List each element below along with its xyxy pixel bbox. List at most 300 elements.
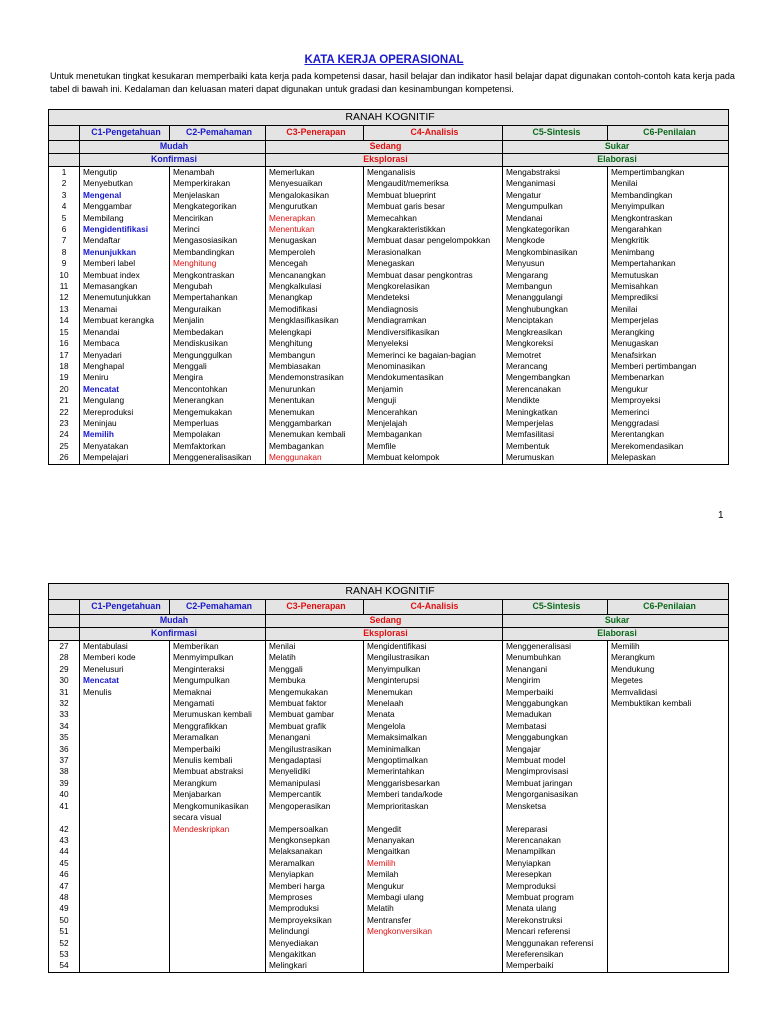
c3-cell: Menggunakan: [266, 452, 364, 464]
row-number: 24: [49, 429, 80, 440]
row-number: 15: [49, 327, 80, 338]
c1-cell: Menyebutkan: [80, 178, 170, 189]
c4-cell: Mengedit: [364, 824, 503, 835]
c3-cell: Mengakitkan: [266, 949, 364, 960]
c6-cell: Menimbang: [608, 247, 729, 258]
row-number: 27: [49, 641, 80, 653]
table-row: [49, 429, 729, 440]
c3-cell: Memodifikasi: [266, 304, 364, 315]
c4-cell: Mendokumentasikan: [364, 372, 503, 383]
c4-cell: Mengukur: [364, 881, 503, 892]
c3-cell: Menemukan: [266, 407, 364, 418]
c3-cell: Melaksanakan: [266, 846, 364, 857]
row-number: 16: [49, 338, 80, 349]
table-row: [49, 327, 729, 338]
row-number: 19: [49, 372, 80, 383]
c4-cell: Mengaudit/memeriksa: [364, 178, 503, 189]
c6-cell: Mendukung: [608, 664, 729, 675]
c6-cell: Membandingkan: [608, 190, 729, 201]
c4-cell: Menginterupsi: [364, 675, 503, 686]
c1-cell: [80, 949, 170, 960]
c5-cell: Menghubungkan: [503, 304, 608, 315]
c4-cell: [364, 938, 503, 949]
c1-cell: Menandai: [80, 327, 170, 338]
c2-cell: Membandingkan: [170, 247, 266, 258]
c2-cell: [170, 926, 266, 937]
c6-cell: [608, 835, 729, 846]
page-title: KATA KERJA OPERASIONAL: [304, 54, 464, 66]
c1-cell: [80, 915, 170, 926]
col-header-c2: C2-Pemahaman: [170, 600, 266, 615]
kognitif-table-2: [48, 583, 729, 973]
c6-cell: [608, 778, 729, 789]
c3-cell: Menggali: [266, 664, 364, 675]
c3-cell: Memanipulasi: [266, 778, 364, 789]
c4-cell: Mengidentifikasi: [364, 641, 503, 653]
c6-cell: Memberi pertimbangan: [608, 361, 729, 372]
c2-cell: Merumuskan kembali: [170, 709, 266, 720]
corner-cell: [49, 141, 80, 154]
col-header-c4: C4-Analisis: [364, 600, 503, 615]
c4-cell: Mengkarakteristikkan: [364, 224, 503, 235]
c2-cell: Membedakan: [170, 327, 266, 338]
c2-cell: [170, 960, 266, 972]
c1-cell: [80, 778, 170, 789]
c1-cell: Meninjau: [80, 418, 170, 429]
c5-cell: Merencanakan: [503, 835, 608, 846]
c3-cell: Menangani: [266, 732, 364, 743]
c6-cell: [608, 755, 729, 766]
c1-cell: [80, 744, 170, 755]
table-body: [49, 641, 729, 973]
c3-cell: Menggambarkan: [266, 418, 364, 429]
col-header-c6: C6-Penilaian: [608, 600, 729, 615]
c4-cell: Menyeleksi: [364, 338, 503, 349]
c5-cell: Mengumpulkan: [503, 201, 608, 212]
c6-cell: [608, 789, 729, 800]
c5-cell: Meresepkan: [503, 869, 608, 880]
c3-cell: Mengoperasikan: [266, 801, 364, 824]
c5-cell: Meningkatkan: [503, 407, 608, 418]
table-row: [49, 292, 729, 303]
c5-cell: Memperjelas: [503, 418, 608, 429]
c5-cell: Mensketsa: [503, 801, 608, 824]
table-row: [49, 224, 729, 235]
c5-cell: Memfasilitasi: [503, 429, 608, 440]
table-row: [49, 247, 729, 258]
c1-cell: Mencatat: [80, 675, 170, 686]
col-header-c2: C2-Pemahaman: [170, 126, 266, 141]
c2-cell: Mengkontraskan: [170, 270, 266, 281]
c2-cell: Menulis kembali: [170, 755, 266, 766]
c2-cell: Mencirikan: [170, 213, 266, 224]
c3-cell: Mencanangkan: [266, 270, 364, 281]
row-number: 53: [49, 949, 80, 960]
table-row: [49, 709, 729, 720]
c1-cell: Membuat index: [80, 270, 170, 281]
c4-cell: Memerinci ke bagaian-bagian: [364, 350, 503, 361]
c4-cell: [364, 960, 503, 972]
c5-cell: Menggunakan referensi: [503, 938, 608, 949]
row-number: 36: [49, 744, 80, 755]
c2-cell: [170, 915, 266, 926]
c3-cell: Mempercantik: [266, 789, 364, 800]
c2-cell: Mengamati: [170, 698, 266, 709]
c3-cell: Menyiapkan: [266, 869, 364, 880]
c5-cell: Mendanai: [503, 213, 608, 224]
c1-cell: Mereproduksi: [80, 407, 170, 418]
phase-konfirmasi: Konfirmasi: [80, 154, 266, 167]
row-number: 5: [49, 213, 80, 224]
c6-cell: Memilih: [608, 641, 729, 653]
level-sedang: Sedang: [266, 141, 503, 154]
c1-cell: Mencatat: [80, 384, 170, 395]
c2-cell: Mendeskripkan: [170, 824, 266, 835]
kognitif-table-1: [48, 109, 729, 465]
c5-cell: Memproduksi: [503, 881, 608, 892]
c1-cell: Mentabulasi: [80, 641, 170, 653]
c5-cell: Merekonstruksi: [503, 915, 608, 926]
c4-cell: Menggarisbesarkan: [364, 778, 503, 789]
table-row: [49, 949, 729, 960]
c1-cell: Menulis: [80, 687, 170, 698]
row-number: 45: [49, 858, 80, 869]
row-number: 13: [49, 304, 80, 315]
col-header-c6: C6-Penilaian: [608, 126, 729, 141]
level-sukar: Sukar: [503, 615, 729, 628]
c2-cell: Memaknai: [170, 687, 266, 698]
c4-cell: Membuat dasar pengkontras: [364, 270, 503, 281]
c5-cell: Menggeneralisasi: [503, 641, 608, 653]
row-number: 22: [49, 407, 80, 418]
table-row: [49, 338, 729, 349]
c3-cell: Memproyeksikan: [266, 915, 364, 926]
c2-cell: Mempolakan: [170, 429, 266, 440]
c2-cell: Membuat abstraksi: [170, 766, 266, 777]
page-number: 1: [718, 510, 724, 521]
c4-cell: Mengaitkan: [364, 846, 503, 857]
row-number: 38: [49, 766, 80, 777]
phase-eksplorasi: Eksplorasi: [266, 628, 503, 641]
table-row: [49, 384, 729, 395]
c5-cell: Mengkoreksi: [503, 338, 608, 349]
table-row: [49, 846, 729, 857]
table-row: [49, 926, 729, 937]
table-row: [49, 395, 729, 406]
c5-cell: Memadukan: [503, 709, 608, 720]
table-row: [49, 652, 729, 663]
row-number: 3: [49, 190, 80, 201]
c6-cell: Melepaskan: [608, 452, 729, 464]
c1-cell: [80, 926, 170, 937]
table-row: [49, 167, 729, 179]
c6-cell: Membuktikan kembali: [608, 698, 729, 709]
c3-cell: Memberi harga: [266, 881, 364, 892]
c2-cell: Mengkategorikan: [170, 201, 266, 212]
c6-cell: [608, 801, 729, 824]
c3-cell: Mengemukakan: [266, 687, 364, 698]
col-header-c1: C1-Pengetahuan: [80, 600, 170, 615]
row-number: 49: [49, 903, 80, 914]
table-row: [49, 418, 729, 429]
table-body: [49, 167, 729, 465]
c3-cell: Menyediakan: [266, 938, 364, 949]
table-row: [49, 178, 729, 189]
corner-cell: [49, 600, 80, 615]
c4-cell: Melatih: [364, 903, 503, 914]
c5-cell: Menyiapkan: [503, 858, 608, 869]
c3-cell: Menerapkan: [266, 213, 364, 224]
intro-paragraph: Untuk menetukan tingkat kesukaran memperbaiki kata kerja pada kompetensi dasar, hasil belajar dan indikator hasil belajar dapat digunakan contoh-contoh kata kerja pada tabel di bawah ini. Kedalaman dan keluasan materi dapat digunakan untuk gradasi dan kesinambungan kompetensi.: [50, 71, 735, 94]
c6-cell: Memprediksi: [608, 292, 729, 303]
c3-cell: Membagankan: [266, 441, 364, 452]
table-row: [49, 801, 729, 824]
c5-cell: Memperbaiki: [503, 960, 608, 972]
row-number: 2: [49, 178, 80, 189]
c4-cell: Merasionalkan: [364, 247, 503, 258]
row-number: 29: [49, 664, 80, 675]
c6-cell: Memutuskan: [608, 270, 729, 281]
row-number: 34: [49, 721, 80, 732]
c5-cell: Mengkode: [503, 235, 608, 246]
c6-cell: [608, 858, 729, 869]
c1-cell: [80, 789, 170, 800]
table-row: [49, 270, 729, 281]
c5-cell: Mengimprovisasi: [503, 766, 608, 777]
c3-cell: Membangun: [266, 350, 364, 361]
c4-cell: Memfile: [364, 441, 503, 452]
table-row: [49, 721, 729, 732]
row-number: 37: [49, 755, 80, 766]
c6-cell: Memisahkan: [608, 281, 729, 292]
c2-cell: Mencontohkan: [170, 384, 266, 395]
c3-cell: Menyelidiki: [266, 766, 364, 777]
c4-cell: Mentransfer: [364, 915, 503, 926]
c2-cell: Menggeneralisasikan: [170, 452, 266, 464]
row-number: 31: [49, 687, 80, 698]
c2-cell: Memperbaiki: [170, 744, 266, 755]
c3-cell: Menemukan kembali: [266, 429, 364, 440]
c1-cell: [80, 881, 170, 892]
c5-cell: Mengkategorikan: [503, 224, 608, 235]
c2-cell: Memperkirakan: [170, 178, 266, 189]
c4-cell: Memilah: [364, 869, 503, 880]
c6-cell: Mempertahankan: [608, 258, 729, 269]
col-header-c5: C5-Sintesis: [503, 600, 608, 615]
c5-cell: Mengkreasikan: [503, 327, 608, 338]
row-number: 11: [49, 281, 80, 292]
table-row: [49, 372, 729, 383]
table-row: [49, 235, 729, 246]
c3-cell: Mencegah: [266, 258, 364, 269]
c2-cell: [170, 938, 266, 949]
c5-cell: Membuat jaringan: [503, 778, 608, 789]
c6-cell: Memerinci: [608, 407, 729, 418]
c2-cell: [170, 835, 266, 846]
row-number: 47: [49, 881, 80, 892]
table-row: [49, 304, 729, 315]
c1-cell: Mengenal: [80, 190, 170, 201]
table-row: [49, 824, 729, 835]
row-number: 46: [49, 869, 80, 880]
row-number: 44: [49, 846, 80, 857]
c1-cell: Memilih: [80, 429, 170, 440]
c2-cell: [170, 903, 266, 914]
c5-cell: Mengarang: [503, 270, 608, 281]
c1-cell: Mengulang: [80, 395, 170, 406]
c4-cell: Mendiagnosis: [364, 304, 503, 315]
c2-cell: Mengubah: [170, 281, 266, 292]
row-number: 23: [49, 418, 80, 429]
c3-cell: Memperoleh: [266, 247, 364, 258]
c6-cell: [608, 960, 729, 972]
c3-cell: Membuka: [266, 675, 364, 686]
c1-cell: [80, 869, 170, 880]
row-number: 54: [49, 960, 80, 972]
c4-cell: Menata: [364, 709, 503, 720]
c5-cell: Membuat model: [503, 755, 608, 766]
c3-cell: Menentukan: [266, 395, 364, 406]
c2-cell: [170, 869, 266, 880]
c1-cell: Menghapal: [80, 361, 170, 372]
corner-cell: [49, 615, 80, 628]
c6-cell: Menugaskan: [608, 338, 729, 349]
c2-cell: Menghitung: [170, 258, 266, 269]
row-number: 33: [49, 709, 80, 720]
c4-cell: Membuat kelompok: [364, 452, 503, 464]
c1-cell: Mengutip: [80, 167, 170, 179]
c2-cell: Memberikan: [170, 641, 266, 653]
c6-cell: Menilai: [608, 304, 729, 315]
c4-cell: Mencerahkan: [364, 407, 503, 418]
c6-cell: [608, 915, 729, 926]
c1-cell: Menunjukkan: [80, 247, 170, 258]
row-number: 25: [49, 441, 80, 452]
c4-cell: Mengilustrasikan: [364, 652, 503, 663]
c1-cell: [80, 938, 170, 949]
c6-cell: [608, 721, 729, 732]
corner-cell: [49, 154, 80, 167]
table-row: [49, 835, 729, 846]
phase-elaborasi: Elaborasi: [503, 628, 729, 641]
c5-cell: Membatasi: [503, 721, 608, 732]
c5-cell: Mengajar: [503, 744, 608, 755]
c2-cell: Mengumpulkan: [170, 675, 266, 686]
c5-cell: Mengirim: [503, 675, 608, 686]
row-number: 17: [49, 350, 80, 361]
c6-cell: [608, 744, 729, 755]
row-number: 40: [49, 789, 80, 800]
row-number: 52: [49, 938, 80, 949]
c4-cell: Membuat blueprint: [364, 190, 503, 201]
c5-cell: Mengatur: [503, 190, 608, 201]
c2-cell: Merangkum: [170, 778, 266, 789]
row-number: 32: [49, 698, 80, 709]
c6-cell: [608, 949, 729, 960]
c5-cell: Menciptakan: [503, 315, 608, 326]
c2-cell: Menguraikan: [170, 304, 266, 315]
c2-cell: Mempertahankan: [170, 292, 266, 303]
c2-cell: Menjelaskan: [170, 190, 266, 201]
c3-cell: Meramalkan: [266, 858, 364, 869]
c5-cell: Menggabungkan: [503, 732, 608, 743]
c3-cell: Mengadaptasi: [266, 755, 364, 766]
c1-cell: Mempelajari: [80, 452, 170, 464]
c1-cell: Menelusuri: [80, 664, 170, 675]
c2-cell: [170, 892, 266, 903]
c6-cell: Menggradasi: [608, 418, 729, 429]
table-row: [49, 903, 729, 914]
c5-cell: Membangun: [503, 281, 608, 292]
c4-cell: Membagankan: [364, 429, 503, 440]
phase-konfirmasi: Konfirmasi: [80, 628, 266, 641]
c1-cell: Meniru: [80, 372, 170, 383]
c2-cell: Menjabarkan: [170, 789, 266, 800]
col-header-c5: C5-Sintesis: [503, 126, 608, 141]
col-header-c4: C4-Analisis: [364, 126, 503, 141]
c2-cell: Menambah: [170, 167, 266, 179]
c3-cell: Membuat grafik: [266, 721, 364, 732]
c3-cell: Memerlukan: [266, 167, 364, 179]
c3-cell: Membuat gambar: [266, 709, 364, 720]
c5-cell: Mengkombinasikan: [503, 247, 608, 258]
c1-cell: [80, 766, 170, 777]
c3-cell: Melatih: [266, 652, 364, 663]
c1-cell: Memberi kode: [80, 652, 170, 663]
table-row: [49, 687, 729, 698]
c3-cell: Mengkonsepkan: [266, 835, 364, 846]
table-row: [49, 881, 729, 892]
c1-cell: Membilang: [80, 213, 170, 224]
table-row: [49, 315, 729, 326]
c2-cell: Mengasosiasikan: [170, 235, 266, 246]
c4-cell: Menominasikan: [364, 361, 503, 372]
row-number: 9: [49, 258, 80, 269]
c1-cell: [80, 755, 170, 766]
table-row: [49, 960, 729, 972]
c2-cell: Memperluas: [170, 418, 266, 429]
table-row: [49, 452, 729, 464]
c1-cell: [80, 698, 170, 709]
c5-cell: Membuat program: [503, 892, 608, 903]
row-number: 1: [49, 167, 80, 179]
c4-cell: Mengkonversikan: [364, 926, 503, 937]
c3-cell: Memproduksi: [266, 903, 364, 914]
table-row: [49, 789, 729, 800]
c6-cell: Menafsirkan: [608, 350, 729, 361]
row-number: 8: [49, 247, 80, 258]
c5-cell: Menangani: [503, 664, 608, 675]
row-number: 6: [49, 224, 80, 235]
c2-cell: Menginteraksi: [170, 664, 266, 675]
c3-cell: Mempersoalkan: [266, 824, 364, 835]
c2-cell: Meramalkan: [170, 732, 266, 743]
c3-cell: Mengalokasikan: [266, 190, 364, 201]
c6-cell: Mengukur: [608, 384, 729, 395]
c1-cell: Mengidentifikasi: [80, 224, 170, 235]
phase-elaborasi: Elaborasi: [503, 154, 729, 167]
col-header-c3: C3-Penerapan: [266, 600, 364, 615]
c4-cell: Membuat garis besar: [364, 201, 503, 212]
c6-cell: [608, 938, 729, 949]
c5-cell: Merancang: [503, 361, 608, 372]
c5-cell: Mereferensikan: [503, 949, 608, 960]
c1-cell: Memberi label: [80, 258, 170, 269]
row-number: 10: [49, 270, 80, 281]
c1-cell: [80, 721, 170, 732]
row-number: 43: [49, 835, 80, 846]
c6-cell: Merangkum: [608, 652, 729, 663]
